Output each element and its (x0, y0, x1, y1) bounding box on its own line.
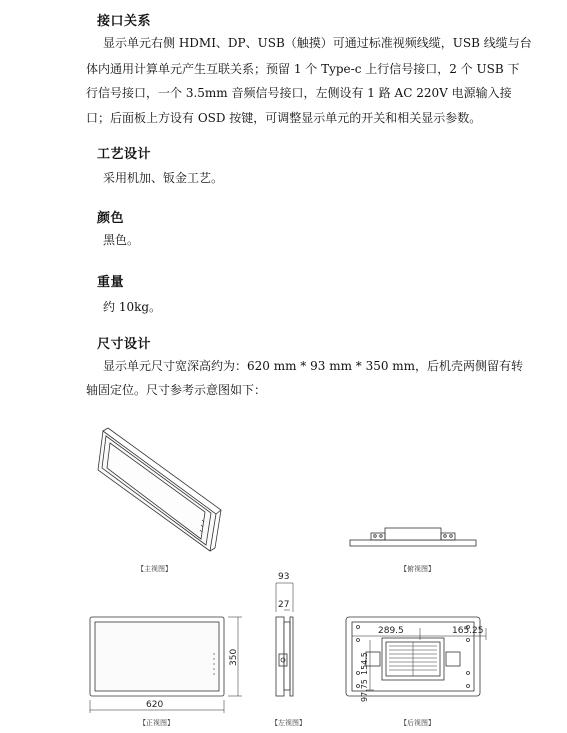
section-title-size: 尺寸设计 (97, 337, 152, 352)
caption-rear-view: 【后视图】 (400, 719, 435, 727)
dim-rear-right: 165.25 (452, 626, 484, 636)
caption-left-view: 【左视图】 (271, 719, 306, 727)
dim-depth-inner: 27 (278, 600, 290, 610)
size-line-1: 显示单元尺寸宽深高约为：620 mm * 93 mm * 350 mm，后机壳两侧留有转 (103, 359, 524, 373)
section-title-interface: 接口关系 (97, 14, 152, 29)
top-view-drawing (350, 528, 476, 546)
main-view-drawing (98, 428, 221, 551)
front-view-drawing (90, 617, 224, 696)
color-text: 黑色。 (103, 233, 140, 247)
section-title-process: 工艺设计 (97, 147, 152, 162)
section-title-weight: 重量 (97, 275, 125, 290)
dim-rear-v2: 97.75 (360, 679, 369, 702)
section-title-color: 颜色 (97, 211, 125, 226)
dim-depth: 93 (278, 572, 290, 582)
interface-line-1: 显示单元右侧 HDMI、DP、USB（触摸）可通过标准视频线缆，USB 线缆与台 (103, 36, 532, 50)
dim-rear-v1: 154.5 (360, 652, 369, 675)
caption-top-view: 【俯视图】 (400, 565, 435, 573)
interface-line-4: 口；后面板上方设有 OSD 按键，可调整显示单元的开关和相关显示参数。 (86, 111, 482, 125)
size-line-2: 轴固定位。尺寸参考示意图如下： (86, 383, 267, 397)
dim-height: 350 (229, 648, 239, 666)
process-text: 采用机加、钣金工艺。 (103, 171, 224, 185)
dim-rear-left: 289.5 (378, 626, 404, 636)
caption-front-view: 【正视图】 (139, 719, 174, 727)
caption-main-view: 【主视图】 (137, 565, 172, 573)
interface-line-2: 体内通用计算单元产生互联关系；预留 1 个 Type-c 上行信号接口，2 个 USB 下 (86, 62, 520, 76)
interface-line-3: 行信号接口，一个 3.5mm 音频信号接口，左侧设有 1 路 AC 220V 电源输入接 (86, 86, 512, 100)
weight-text: 约 10kg。 (103, 300, 162, 314)
dim-width: 620 (146, 700, 164, 710)
left-view-drawing (276, 617, 293, 696)
